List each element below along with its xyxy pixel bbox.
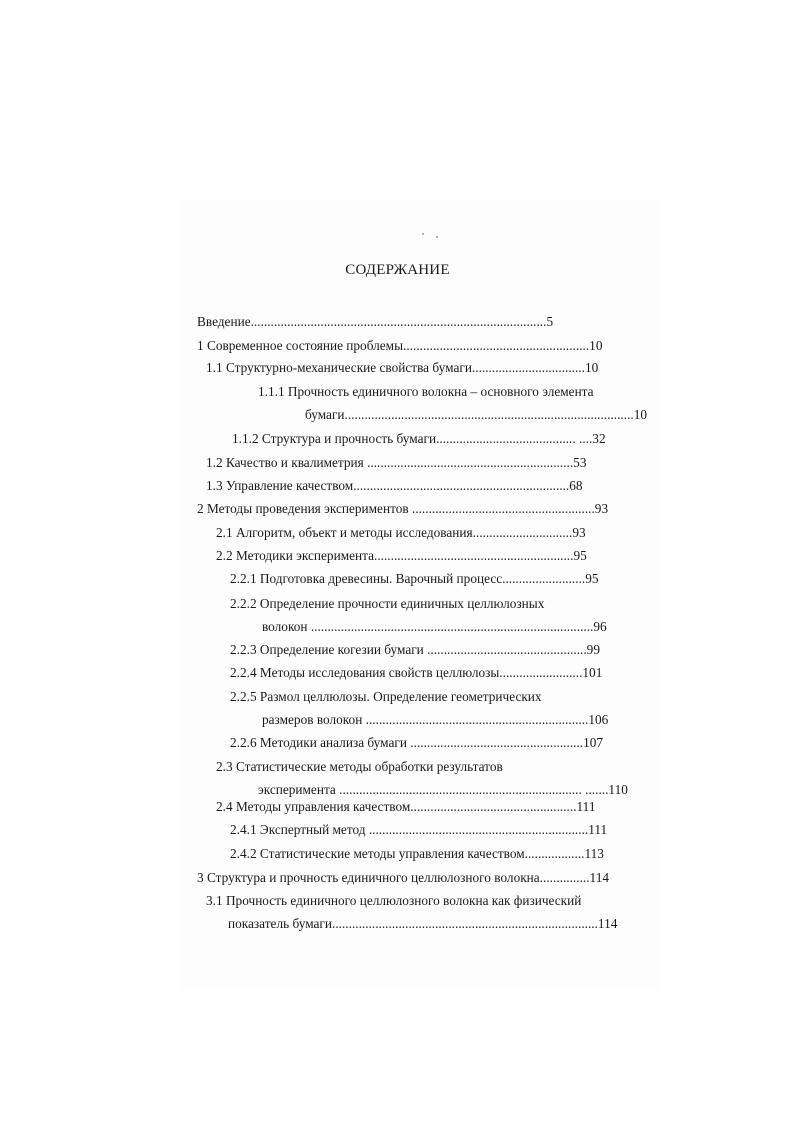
toc-entry-2: 2 Методы проведения экспериментов .......................................................93	[197, 501, 609, 516]
toc-entry-2-4-1: 2.4.1 Экспертный метод ..................................................................111	[230, 822, 608, 837]
toc-entry-2-3: 2.3 Статистические методы обработки результатов	[216, 759, 503, 774]
toc-entry-2-2-2-cont: волокон .....................................................................................96	[262, 619, 607, 634]
toc-entry-2-2-5: 2.2.5 Размол целлюлозы. Определение геометрических	[230, 689, 542, 704]
toc-entry-2-3-cont: эксперимента ......................................................................... .......110	[258, 782, 628, 797]
toc-entry-1: 1 Современное состояние проблемы........................................................10	[197, 338, 603, 353]
toc-entry-1-1-1: 1.1.1 Прочность единичного волокна – основного элемента	[258, 384, 594, 399]
toc-entry-3: 3 Структура и прочность единичного целлюлозного волокна...............114	[197, 870, 610, 885]
toc-entry-1-1-1-cont: бумаги.......................................................................................10	[305, 407, 648, 422]
toc-entry-3-1: 3.1 Прочность единичного целлюлозного волокна как физический	[206, 893, 582, 908]
toc-entry-2-2-6: 2.2.6 Методики анализа бумаги ....................................................107	[230, 735, 604, 750]
toc-entry-2-2-2: 2.2.2 Определение прочности единичных целлюлозных	[230, 596, 545, 611]
toc-entry-2-4: 2.4 Методы управления качеством..................................................111	[216, 799, 596, 814]
toc-entry-2-1: 2.1 Алгоритм, объект и методы исследования..............................93	[216, 525, 586, 540]
toc-entry-2-2-4: 2.2.4 Методы исследования свойств целлюлозы.........................101	[230, 665, 603, 680]
toc-entry-2-2-5-cont: размеров волокон ...................................................................106	[262, 712, 609, 727]
toc-entry-2-2: 2.2 Методики эксперимента............................................................95	[216, 548, 587, 563]
toc-entry-3-1-cont: показатель бумаги................................................................................114	[228, 916, 618, 931]
toc-entry-introduction: Введение.........................................................................................5	[197, 314, 554, 329]
toc-entry-1-3: 1.3 Управление качеством.................................................................68	[206, 478, 583, 493]
toc-entry-1-1: 1.1 Структурно-механические свойства бумаги..................................10	[206, 360, 599, 375]
toc-entry-2-2-1: 2.2.1 Подготовка древесины. Варочный процесс.........................95	[230, 571, 599, 586]
scan-speck	[436, 236, 438, 238]
toc-entry-1-2: 1.2 Качество и квалиметрия ..............................................................53	[206, 455, 587, 470]
toc-title: СОДЕРЖАНИЕ	[345, 262, 450, 278]
toc-entry-2-4-2: 2.4.2 Статистические методы управления качеством..................113	[230, 846, 604, 861]
toc-entry-1-1-2: 1.1.2 Структура и прочность бумаги.......................................... ....32	[232, 431, 606, 446]
toc-entry-2-2-3: 2.2.3 Определение когезии бумаги ................................................99	[230, 642, 600, 657]
scan-speck	[422, 233, 424, 235]
